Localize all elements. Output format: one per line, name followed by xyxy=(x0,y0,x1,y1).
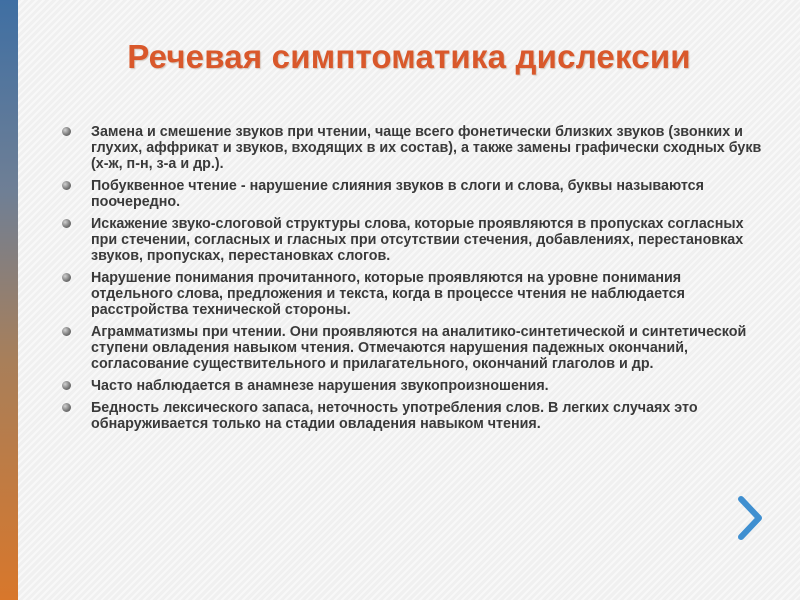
sphere-bullet-icon xyxy=(62,327,71,336)
list-item-text: Бедность лексического запаса, неточность употребления слов. В легких случаях это обнаруживается только на стадии овладения навыком чтения. xyxy=(91,400,698,432)
next-slide-button[interactable] xyxy=(735,495,765,541)
sphere-bullet-icon xyxy=(62,219,71,228)
chevron-right-icon xyxy=(735,495,765,541)
list-item-text: Нарушение понимания прочитанного, которые проявляются на уровне понимания отдельного слова, предложения и текста, когда в процессе чтения не наблюдается расстройства технической стороны. xyxy=(91,270,685,318)
list-item xyxy=(62,378,762,394)
sphere-bullet-icon xyxy=(62,273,71,282)
sphere-bullet-icon xyxy=(62,181,71,190)
sphere-bullet-icon xyxy=(62,127,71,136)
sphere-bullet-icon xyxy=(62,381,71,390)
list-item xyxy=(62,178,762,210)
list-item xyxy=(62,324,762,372)
list-item xyxy=(62,124,762,172)
list-item xyxy=(62,216,762,264)
side-accent-stripe xyxy=(0,0,18,600)
list-item-text: Искажение звуко-слоговой структуры слова, которые проявляются в пропусках согласных при стечении, согласных и гласных при отсутствии стечения, добавлениях, перестановках звуков, пропусках, перестановках слогов. xyxy=(91,216,744,264)
list-item-text: Замена и смешение звуков при чтении, чаще всего фонетически близких звуков (звонких и глухих, аффрикат и звуков, входящих в их состав), а также замены графически сходных букв (х-ж, п-н, з-а и др.). xyxy=(91,124,762,172)
list-item xyxy=(62,270,762,318)
slide-title: Речевая симптоматика дислексии xyxy=(127,38,691,75)
list-item xyxy=(62,400,762,432)
list-item-text: Аграмматизмы при чтении. Они проявляются на аналитико-синтетической и синтетической ступени овладения навыком чтения. Отмечаются нарушения падежных окончаний, согласование существительного и прилагательного, окончаний глаголов и др. xyxy=(91,324,747,372)
bullet-list xyxy=(62,124,762,438)
list-item-text: Часто наблюдается в анамнезе нарушения звукопроизношения. xyxy=(91,378,549,394)
sphere-bullet-icon xyxy=(62,403,71,412)
list-item-text: Побуквенное чтение - нарушение слияния звуков в слоги и слова, буквы называются поочередно. xyxy=(91,178,704,210)
